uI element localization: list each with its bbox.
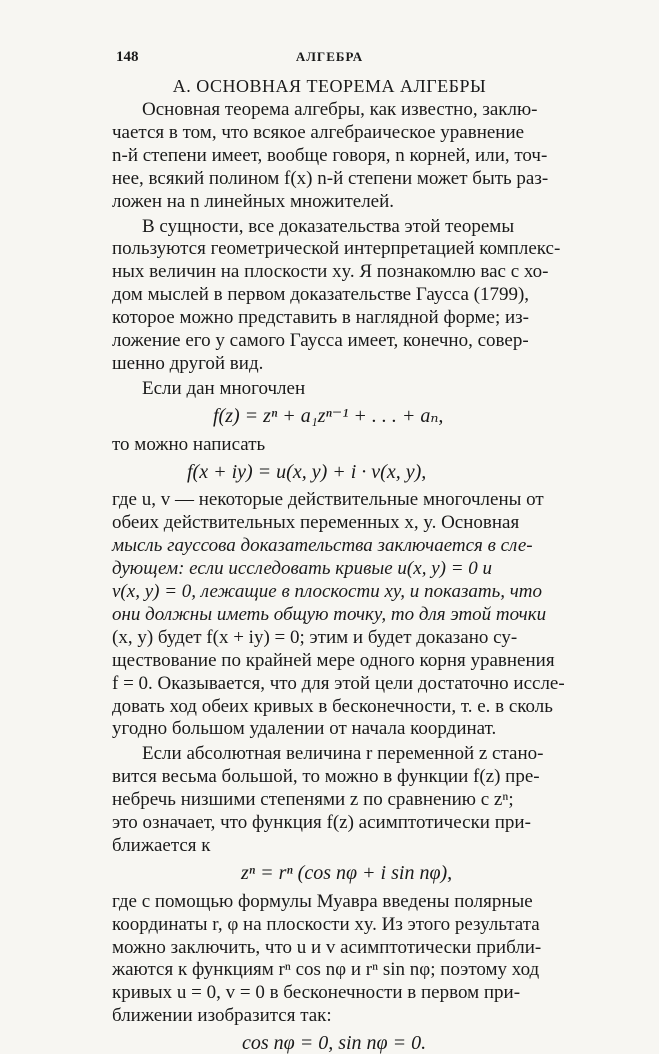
body-line: угодно большом удалении от начала координат. <box>112 718 497 740</box>
formula-curves: cos nφ = 0, sin nφ = 0. <box>242 1032 427 1054</box>
body-line: ближении изобразится так: <box>112 1005 332 1027</box>
body-line: они должны иметь общую точку, то для этой точки <box>112 603 547 625</box>
body-line: шенно другой вид. <box>112 352 264 374</box>
body-line: В сущности, все доказательства этой теоремы <box>142 215 515 237</box>
body-line: вится весьма большой, то можно в функции f(z) пре- <box>112 766 540 788</box>
body-line: Основная теорема алгебры, как известно, заклю- <box>142 99 538 120</box>
body-line: ближается к <box>112 834 211 856</box>
body-line: то можно написать <box>112 433 266 455</box>
body-line: ложение его у самого Гаусса имеет, конечно, совер- <box>112 330 529 351</box>
body-line: можно заключить, что u и v асимптотически прибли- <box>112 936 542 958</box>
formula-polynomial: f(z) = zⁿ + a₁zⁿ⁻¹ + . . . + aₙ, <box>213 404 444 427</box>
body-line: небречь низшими степенями z по сравнению с zⁿ; <box>112 789 514 811</box>
body-line: это означает, что функция f(z) асимптотически при- <box>112 812 531 833</box>
body-line: f = 0. Оказывается, что для этой цели достаточно иссле- <box>112 672 565 694</box>
body-line: Если дан многочлен <box>142 377 306 399</box>
body-line: нее, всякий полином f(x) n-й степени может быть раз- <box>112 167 549 189</box>
body-line: дом мыслей в первом доказательстве Гаусса (1799), <box>112 284 530 306</box>
body-line: мысль гауссова доказательства заключается в сле- <box>112 535 533 557</box>
body-line: n-й степени имеет, вообще говоря, n корней, или, точ- <box>112 144 548 166</box>
formula-asymptote: zⁿ = rⁿ (cos nφ + i sin nφ), <box>241 861 453 884</box>
section-title: А. ОСНОВНАЯ ТЕОРЕМА АЛГЕБРЫ <box>172 76 487 96</box>
running-head: АЛГЕБРА <box>295 49 364 64</box>
body-line: координаты r, φ на плоскости xy. Из этого результата <box>112 913 540 935</box>
page-number: 148 <box>116 49 139 65</box>
body-line: которое можно представить в наглядной форме; из- <box>112 307 529 329</box>
body-line: (x, y) будет f(x + iy) = 0; этим и будет доказано су- <box>112 626 518 648</box>
formula-decomposition: f(x + iy) = u(x, y) + i · v(x, y), <box>187 460 427 483</box>
body-line: пользуются геометрической интерпретацией комплекс- <box>112 238 561 260</box>
body-line: довать ход обеих кривых в бесконечности, т. е. в сколь <box>112 695 553 717</box>
body-line: v(x, y) = 0, лежащие в плоскости xy, и показать, что <box>112 581 543 602</box>
body-line: Если абсолютная величина r переменной z стано- <box>142 743 544 765</box>
body-line: обеих действительных переменных x, y. Основная <box>112 512 520 534</box>
body-line: ложен на n линейных множителей. <box>112 190 395 212</box>
body-line: ных величин на плоскости xy. Я познакомлю вас с хо- <box>112 261 549 283</box>
body-line: где с помощью формулы Муавра введены полярные <box>112 890 533 912</box>
body-line: где u, v — некоторые действительные многочлены от <box>112 489 544 511</box>
body-line: кривых u = 0, v = 0 в бесконечности в первом при- <box>112 982 521 1004</box>
body-line: чается в том, что всякое алгебраическое уравнение <box>112 121 525 143</box>
body-line: дующем: если исследовать кривые u(x, y) = 0 и <box>112 558 493 580</box>
body-line: ществование по крайней мере одного корня уравнения <box>112 649 555 671</box>
body-line: жаются к функциям rⁿ cos nφ и rⁿ sin nφ; поэтому ход <box>112 959 540 981</box>
